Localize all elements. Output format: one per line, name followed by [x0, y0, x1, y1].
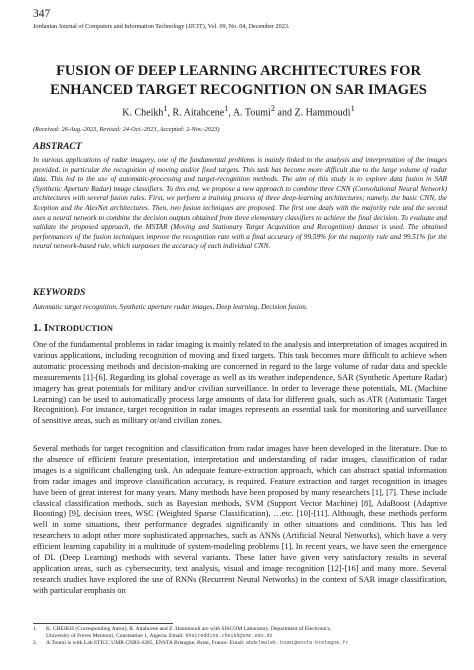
journal-citation-line: Jordanian Journal of Computers and Information Technology (JJCIT), Vol. 09, No. 04, December 2023.	[33, 23, 290, 30]
author-3-affiliation: 2	[270, 104, 276, 113]
footnote-divider	[33, 623, 173, 624]
footnotes	[33, 626, 463, 647]
keywords-heading: KEYWORDS	[33, 288, 86, 298]
footnote-text: A.Toumi is with Lab STICC UMR CNRS 6285, ENSTA Bretagne, Brest, France. Email:	[46, 640, 246, 646]
abstract-text: In various applications of radar imagery, one of the fundamental problems is mainly linked to the analysis and interpretation of the images provided, in particular the recognition of moving and/or fixed targets. This task has become more difficult due to the large volume of radar data. This led to the use of automatic-processing and target-recognition methods. The aim of this study is to explore data fusion in SAR (Synthetic Aperture Radar) image classifiers. To this end, we propose a new approach to combine three CNN (Convolutional Neural Network) architectures with several fusion rules. First, we perform a training process of three deep-learning architectures; namely, the basic CNN, the Xception and the AlexNet architectures. Then, two fusion techniques are proposed. The first one deals with the majority rule and the second uses a neural network to combine the decision outputs obtained from three elementary classifiers to achieve the final decision. To evaluate and validate the proposed approach, the MSTAR (Moving and Stationary Target Acquisition and Recognition) dataset is used. The obtained performances of the fusion techniques improve the recognition rate with a final accuracy of 99.59% for the majority rule and 99.51% for the neural network-based rule, which surpasses the accuracy of each individual CNN.	[33, 156, 447, 251]
author-1: K. Cheikh	[122, 107, 164, 119]
footnote-email-link[interactable]: abdelmalek.toumi@ensta-bretagne.fr	[245, 640, 349, 646]
page-number: 347	[33, 8, 51, 20]
intro-heading-rest: NTRODUCTION	[48, 323, 113, 333]
author-list	[33, 104, 444, 118]
author-2: , R. Aitahcene	[167, 107, 225, 119]
title-line-1: FUSION OF DEEP LEARNING ARCHITECTURES FOR	[56, 63, 421, 79]
footnote-email-link[interactable]: khaireddine.cheikh@umc.edu.dz	[185, 633, 273, 639]
author-1-affiliation: 1	[163, 104, 168, 113]
author-4-affiliation: 1	[350, 104, 355, 113]
author-4: and Z. Hammoudi	[275, 107, 351, 119]
title-line-2: ENHANCED TARGET RECOGNITION ON SAR IMAGES	[50, 82, 427, 98]
footnote-text-line-2: University of Frères Mentouri, Constantine 1, Algeria. Email:	[46, 633, 186, 639]
footnote-body	[46, 626, 331, 640]
paper-title	[33, 62, 444, 100]
footnote-number: 2.	[33, 640, 38, 646]
footnote-number: 1.	[33, 626, 38, 632]
author-2-affiliation: 1	[224, 104, 229, 113]
intro-heading-number: 1. I	[33, 322, 49, 334]
keywords-text: Automatic target recognition, Synthetic aperture radar images, Deep learning, Decision fusion.	[33, 303, 308, 311]
footnote-1	[33, 626, 463, 640]
author-3: , A. Toumi	[228, 107, 271, 119]
intro-paragraph-2: Several methods for target recognition and classification from radar images have been developed in the literature. Due to the absence of efficient feature presentation, interpretation and understanding of radar images, classification of radar images is a significant challenging task. An adequate feature-extraction approach, which can abstract spatial information from radar images and improve classification accuracy, is required. Feature extraction and target recognition in images have been of great interest for many years. Many methods have been proposed by many researchers [1], [7]. These include classical classification methods, such as Bayesian methods, SVM (Support Vector Machine) [8], AdaBoost (Adaptive Boosting) [9], decision trees, WSC (Weighted Sparse Classification), …etc. [10]-[11]. Although, these methods perform well in some situations, their performance degrades significantly in other situations and conditions. This has led researchers to adopt other more sophisticated approaches, such as ANNs (Artificial Neural Networks), which have a very efficient learning capability in a multitude of system-modeling problems [1]. In recent years, we have seen the emergence of DL (Deep Learning) methods with several variants. These latter have given very satisfactory results in several application areas, such as cybersecurity, text analysis, visual and image recognition [12]-[16] and many more. Several research studies have explored the use of RNNs (Recurrent Neural Networks) in the context of SAR image classification, with particular emphasis on	[33, 444, 447, 595]
intro-paragraph-1: One of the fundamental problems in radar imaging is mainly related to the analysis and interpretation of images acquired in various applications, including recognition of moving and fixed targets. This task becomes more difficult to achieve when automatic processing methods and decision-making are concerned in regard to the large volume of radar data and speckle measurements [1]-[6]. Regarding its global coverage as well as its weather independence, SAR (Synthetic Aperture Radar) imagery has great potentials for military and/or civilian surveillance. In order to leverage these potentials, ML (Machine Learning) can be used to automatically process large amounts of data for different goals, such as ATR (Automatic Target Recognition). For instance, target recognition in radar images represents an essential task for monitoring and surveillance of sensitive areas, such as military or/and civilian zones.	[33, 340, 447, 426]
footnote-text: K. CHEIKH (Corresponding Autor), R. Aitahcene and Z. Hammoudi are with SISCOM Laboratory, Department of Electronics,	[46, 626, 332, 632]
submission-dates: (Received: 26-Aug.-2023, Revised: 24-Oct.-2023, Accepted: 2-Nov.-2023)	[33, 126, 220, 133]
abstract-heading: ABSTRACT	[33, 142, 82, 152]
introduction-heading	[33, 322, 113, 334]
footnote-body	[46, 640, 348, 647]
footnote-2	[33, 640, 463, 647]
